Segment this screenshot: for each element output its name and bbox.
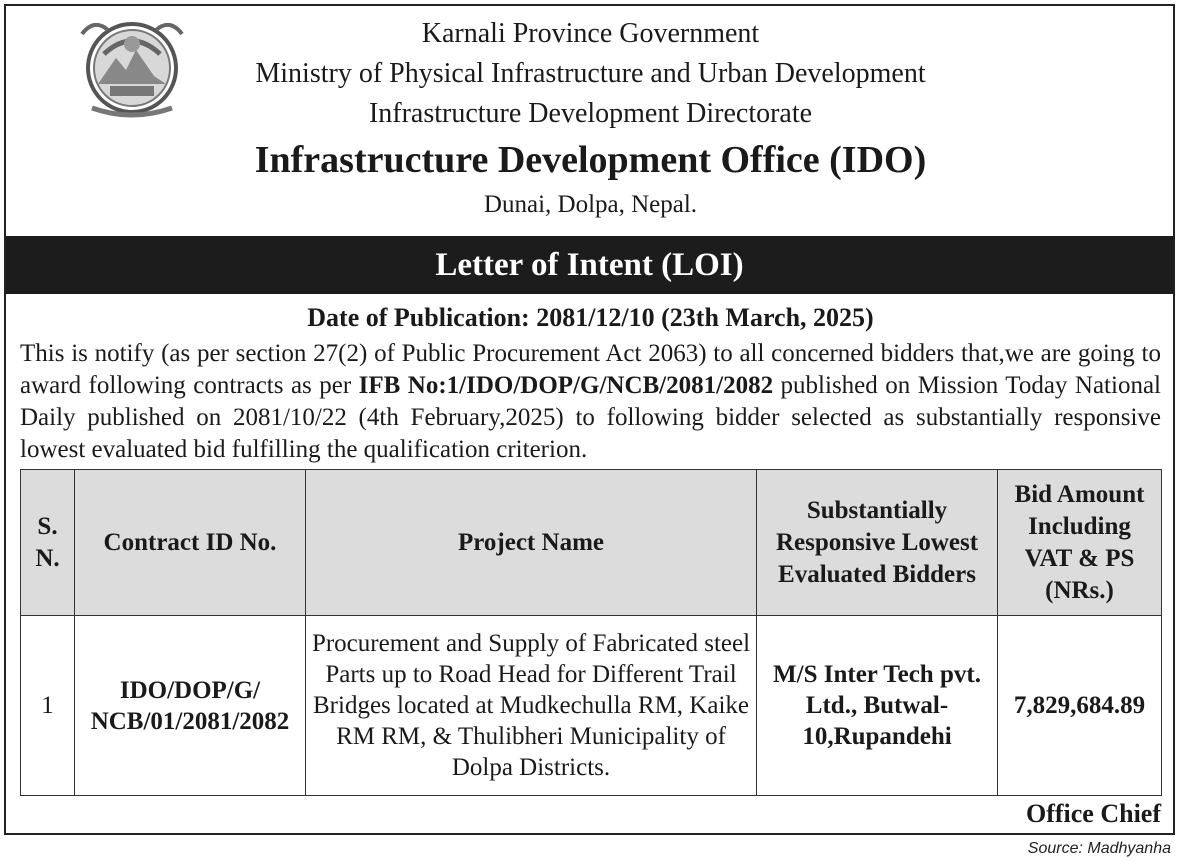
office-title: Infrastructure Development Office (IDO) xyxy=(254,139,927,181)
table-row xyxy=(21,616,1162,796)
office-address: Dunai, Dolpa, Nepal. xyxy=(483,191,698,218)
header-sn: S. N. xyxy=(21,470,75,616)
ministry-title: Ministry of Physical Infrastructure and Urban Development xyxy=(255,58,926,89)
notice-paragraph xyxy=(20,338,1161,466)
cell-bid-amount: 7,829,684.89 xyxy=(998,616,1162,796)
header-bidder: Substantially Responsive Lowest Evaluated Bidders xyxy=(757,470,998,616)
source-credit: Source: Madhyanha xyxy=(1027,840,1171,857)
publication-date: Date of Publication: 2081/12/10 (23th March, 2025) xyxy=(307,303,874,332)
directorate-title: Infrastructure Development Directorate xyxy=(368,98,813,129)
header-contract-id: Contract ID No. xyxy=(75,470,306,616)
ifb-number: IFB No:1/IDO/DOP/G/NCB/2081/2082 xyxy=(358,372,774,399)
cell-contract-id: IDO/DOP/G/ NCB/01/2081/2082 xyxy=(75,616,306,796)
cell-bidder: M/S Inter Tech pvt. Ltd., Butwal-10,Rupandehi xyxy=(757,616,998,796)
cell-project-name: Procurement and Supply of Fabricated steel Parts up to Road Head for Different Trail Bridges located at Mudkechulla RM, Kaike RM RM, & Thulibheri Municipality of Dolpa Districts. xyxy=(306,616,757,796)
header-bid-amount: Bid Amount Including VAT & PS (NRs.) xyxy=(998,470,1162,616)
notice-text-part1: This is notify (as per section 27(2) of Public Procurement Act 2063) to all concerned bidders that,we are going to award following contracts as per xyxy=(20,340,1161,399)
signatory: Office Chief xyxy=(1025,799,1161,828)
cell-sn: 1 xyxy=(21,616,75,796)
loi-banner: Letter of Intent (LOI) xyxy=(6,236,1173,294)
header-project-name: Project Name xyxy=(306,470,757,616)
table-header-row xyxy=(21,470,1162,616)
province-title: Karnali Province Government xyxy=(421,18,760,49)
notice-text-part2: published on Mission Today National Daily published on 2081/10/22 (4th February,2025) to following bidder selected as substantially responsive lowest evaluated bid fulfilling the qualification criterion. xyxy=(20,372,1161,463)
award-table xyxy=(20,469,1162,796)
